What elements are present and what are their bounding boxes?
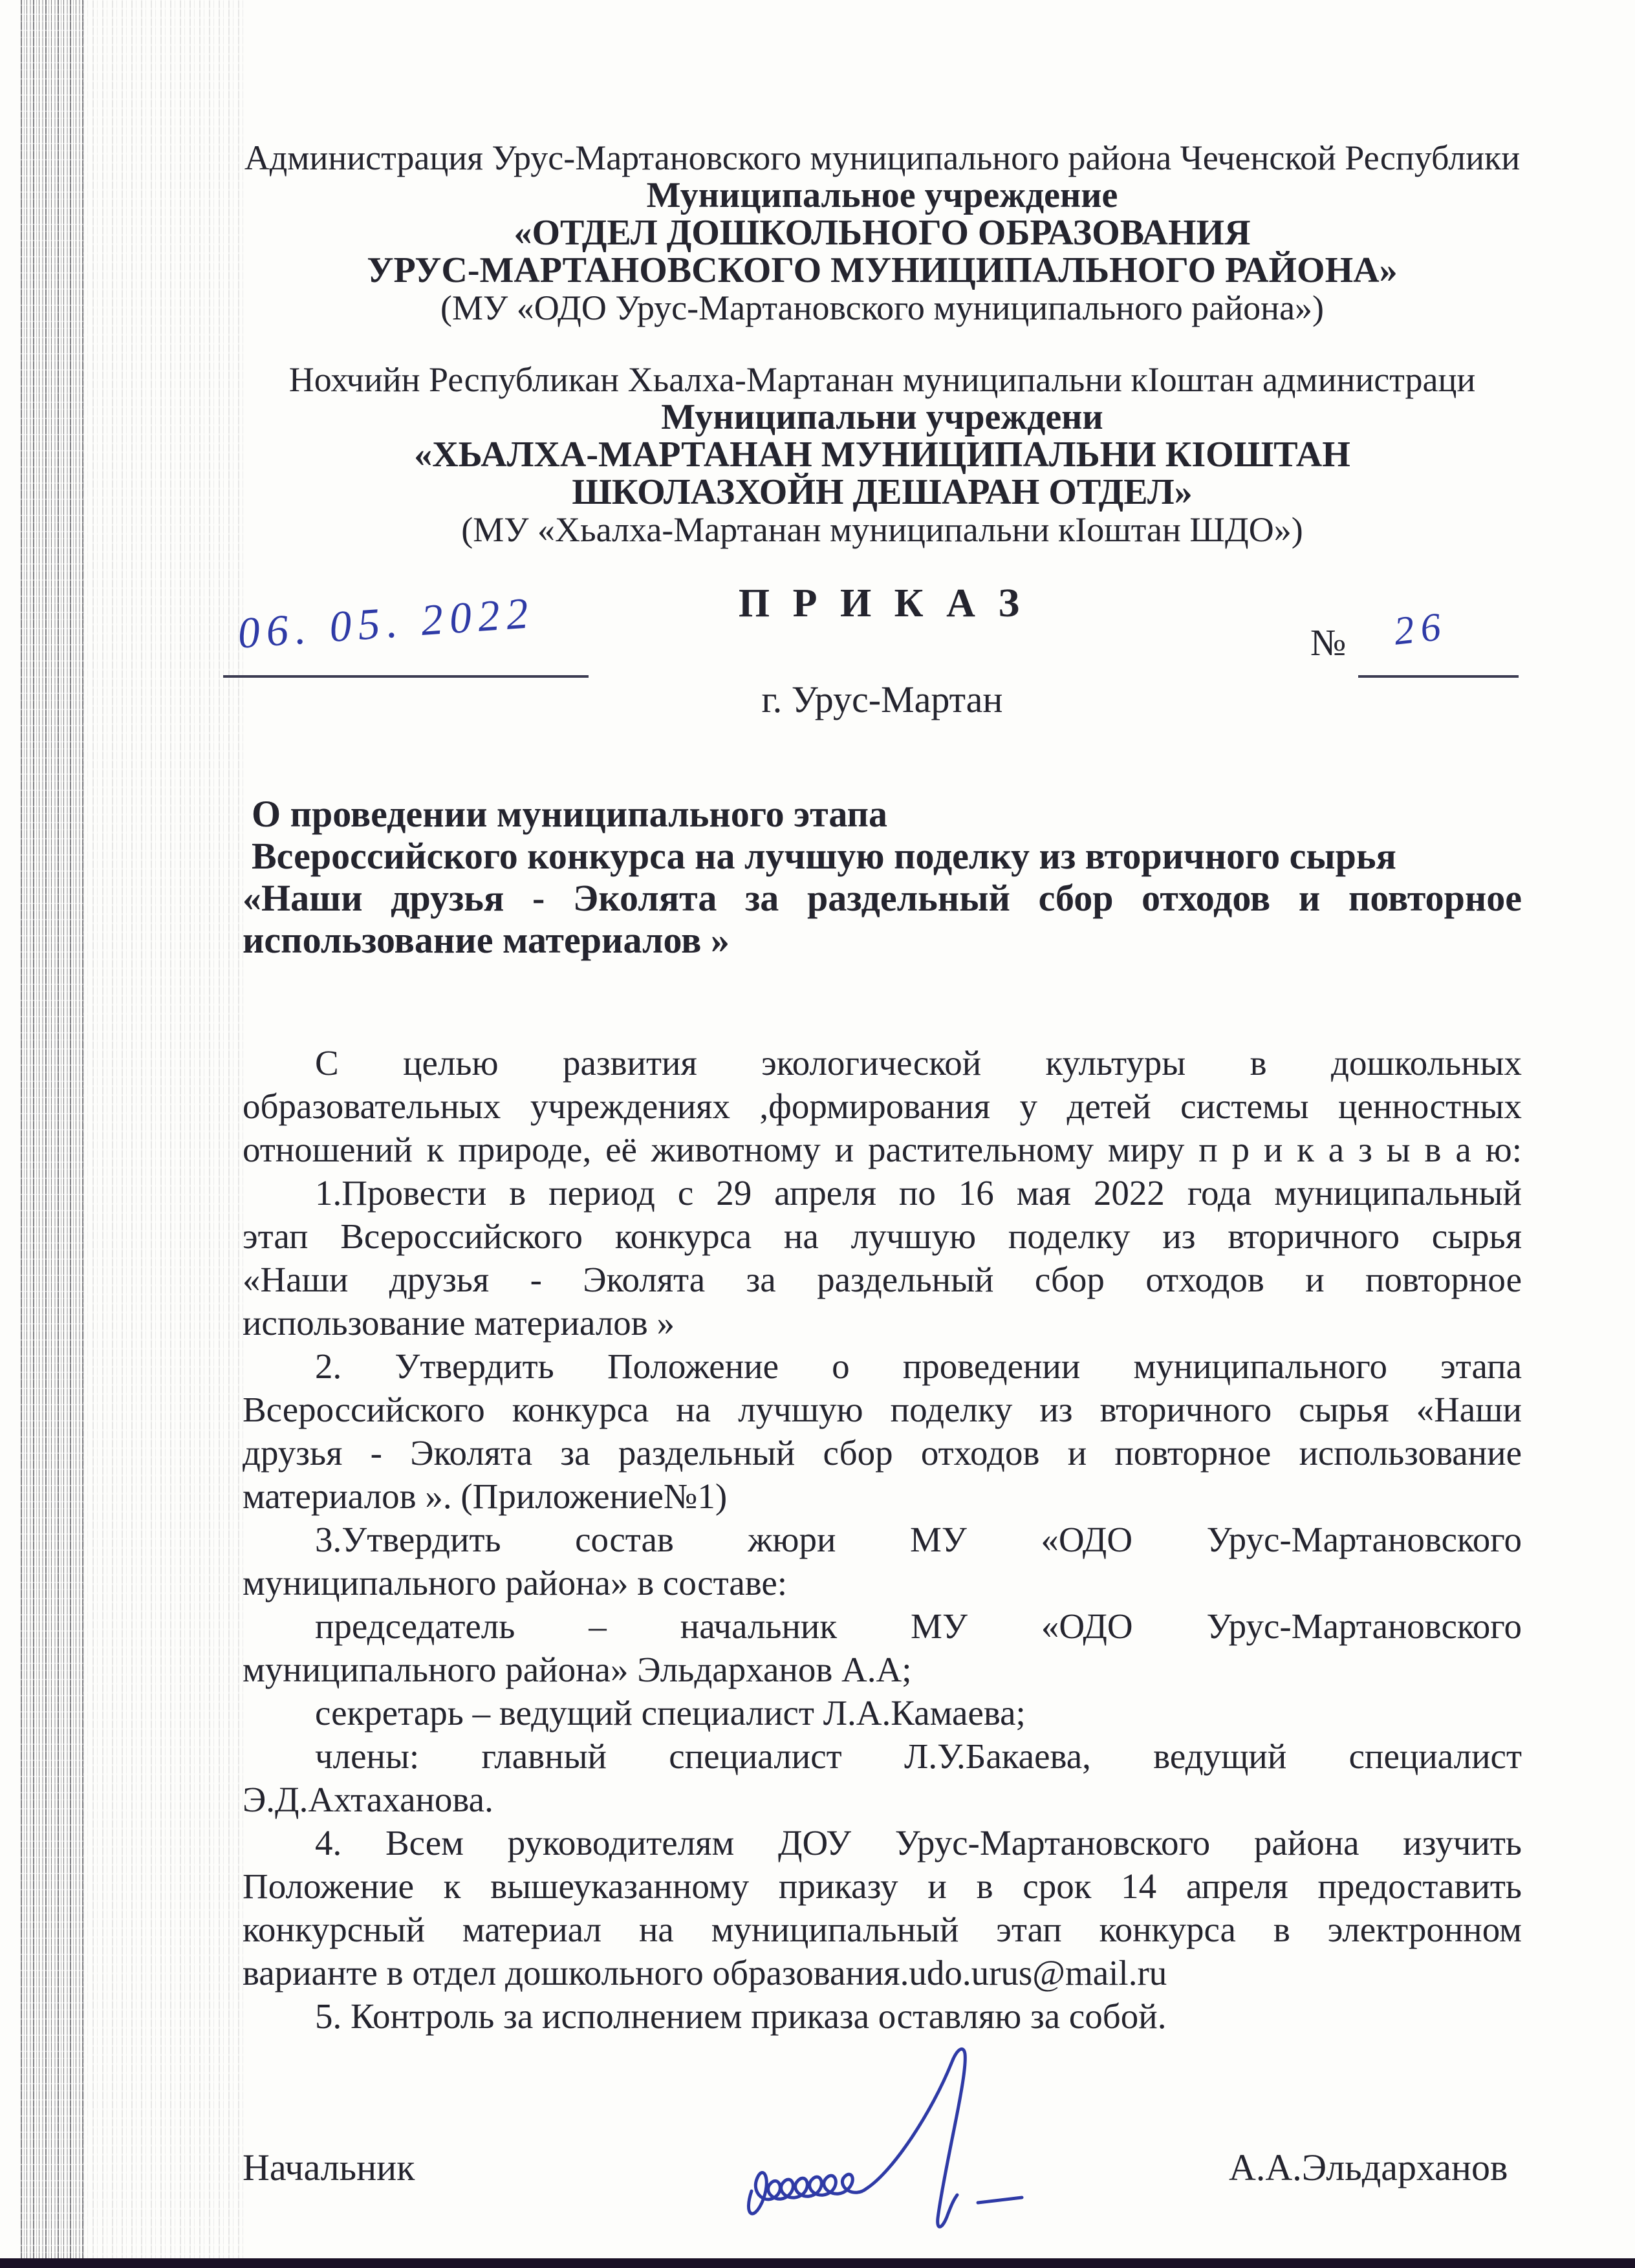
- signature-position-title: Начальник: [243, 2146, 415, 2188]
- left-scan-artifact-band: [21, 0, 84, 2268]
- paragraph-line: С целью развития экологической культуры в дошкольных: [315, 1043, 1522, 1083]
- order-subject: [243, 793, 1522, 961]
- subject-line: «Наши друзья - Эколята за раздельный сбор отходов и повторное: [243, 877, 1522, 919]
- handwritten-signature: [724, 2036, 1112, 2249]
- order-paragraph-3: [243, 1345, 1522, 1518]
- order-paragraph-9: [243, 1994, 1522, 2038]
- order-paragraph-1: [243, 1041, 1522, 1171]
- org-header-russian: [243, 139, 1522, 327]
- order-body-text: [243, 1041, 1522, 2038]
- paragraph-line: этап Всероссийского конкурса на лучшую поделку из вторичного сырья: [243, 1216, 1522, 1256]
- org-abbrev-line-che: (МУ «Хьалха-Мартанан муниципальни кIоштан ШДО»): [461, 510, 1303, 549]
- org-name-line-2: УРУС-МАРТАНОВСКОГО МУНИЦИПАЛЬНОГО РАЙОНА»: [367, 250, 1398, 290]
- org-name-line-che-1: «ХЬАЛХА-МАРТАНАН МУНИЦИПАЛЬНИ КIОШТАН: [414, 435, 1350, 475]
- subject-line: Всероссийского конкурса на лучшую поделку из вторичного сырья: [252, 835, 1396, 877]
- paragraph-line: председатель – начальник МУ «ОДО Урус-Мартановского: [315, 1606, 1522, 1646]
- paragraph-line: Положение к вышеуказанному приказу и в срок 14 апреля предоставить: [243, 1866, 1522, 1906]
- order-paragraph-7: [243, 1734, 1522, 1821]
- paragraph-line: образовательных учреждениях ,формирования у детей системы ценностных: [243, 1086, 1522, 1126]
- org-admin-line: Администрация Урус-Мартановского муниципального района Чеченской Республики: [244, 138, 1521, 177]
- order-paragraph-5: [243, 1604, 1522, 1691]
- org-admin-line-che: Нохчийн Республикан Хьалха-Мартанан муниципальни кIоштан администраци: [288, 360, 1476, 399]
- subject-line: О проведении муниципального этапа: [252, 793, 888, 835]
- paragraph-line: 1.Провести в период с 29 апреля по 16 мая 2022 года муниципальный: [315, 1173, 1522, 1213]
- signature-name: А.А.Эльдарханов: [1229, 2146, 1508, 2188]
- paragraph-line: Всероссийского конкурса на лучшую поделку из вторичного сырья «Наши: [243, 1390, 1522, 1429]
- paragraph-line: муниципального района» в составе:: [243, 1563, 788, 1603]
- order-city: г. Урус-Мартан: [761, 678, 1003, 720]
- paragraph-line: материалов ». (Приложение№1): [243, 1476, 728, 1516]
- org-type-line-che: Муниципальни учреждени: [661, 397, 1103, 437]
- paragraph-line: секретарь – ведущий специалист Л.А.Камаева;: [315, 1693, 1026, 1733]
- order-paragraph-4: [243, 1518, 1522, 1604]
- order-number-handwritten: 26: [1392, 604, 1449, 654]
- order-number-sign: №: [1310, 621, 1347, 664]
- subject-line: использование материалов »: [243, 919, 730, 961]
- bottom-scan-edge: [0, 2258, 1635, 2268]
- order-paragraph-8: [243, 1821, 1522, 1994]
- order-title: П Р И К А З: [738, 581, 1026, 625]
- org-abbrev-line: (МУ «ОДО Урус-Мартановского муниципального района»): [440, 288, 1325, 327]
- order-date-handwritten: 06. 05. 2022: [236, 587, 537, 658]
- paragraph-line: варианте в отдел дошкольного образования.udo.urus@mail.ru: [243, 1953, 1167, 1993]
- paragraph-line: муниципального района» Эльдарханов А.А;: [243, 1650, 912, 1689]
- paragraph-line: «Наши друзья - Эколята за раздельный сбор отходов и повторное: [243, 1260, 1522, 1299]
- left-scan-artifact-faint: [83, 0, 244, 2268]
- order-paragraph-2: [243, 1171, 1522, 1345]
- paragraph-line: 3.Утвердить состав жюри МУ «ОДО Урус-Мартановского: [315, 1520, 1522, 1559]
- paragraph-line: 5. Контроль за исполнением приказа оставляю за собой.: [315, 1996, 1167, 2036]
- paragraph-line: использование материалов »: [243, 1303, 675, 1343]
- paragraph-line: отношений к природе, её животному и растительному миру п р и к а з ы в а ю:: [243, 1130, 1522, 1169]
- paragraph-line: конкурсный материал на муниципальный этап конкурса в электронном: [243, 1910, 1522, 1949]
- org-header-chechen: [243, 361, 1522, 548]
- org-name-line-1: «ОТДЕЛ ДОШКОЛЬНОГО ОБРАЗОВАНИЯ: [514, 213, 1251, 253]
- paragraph-line: члены: главный специалист Л.У.Бакаева, ведущий специалист: [315, 1736, 1522, 1776]
- paragraph-line: 4. Всем руководителям ДОУ Урус-Мартановского района изучить: [315, 1823, 1522, 1863]
- paragraph-line: 2. Утвердить Положение о проведении муниципального этапа: [315, 1346, 1522, 1386]
- paragraph-line: друзья - Эколята за раздельный сбор отходов и повторное использование: [243, 1433, 1522, 1473]
- org-type-line: Муниципальное учреждение: [646, 175, 1118, 215]
- org-name-line-che-2: ШКОЛАЗХОЙН ДЕШАРАН ОТДЕЛ»: [572, 472, 1193, 512]
- paragraph-line: Э.Д.Ахтаханова.: [243, 1780, 493, 1819]
- order-paragraph-6: [243, 1691, 1522, 1734]
